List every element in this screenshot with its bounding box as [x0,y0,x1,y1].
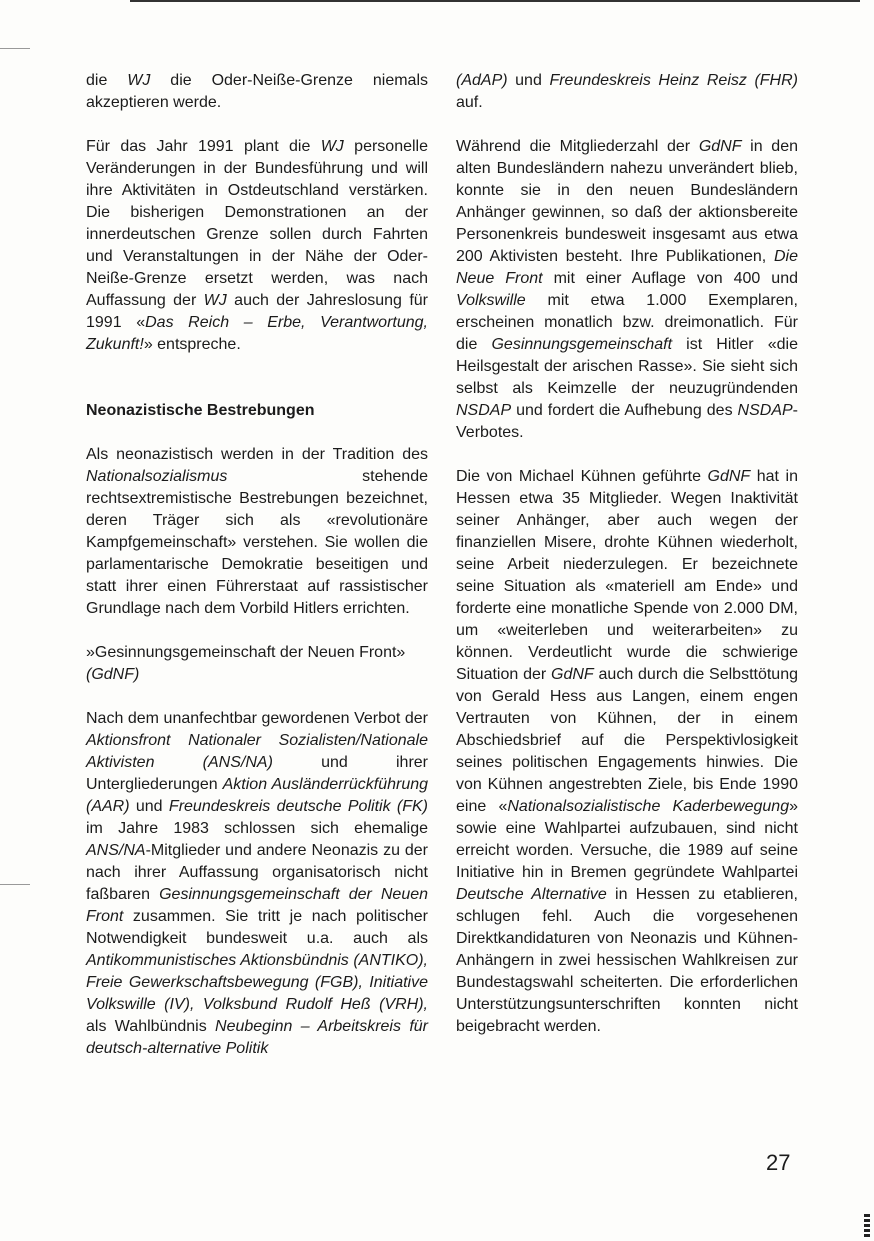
top-rule [130,0,860,2]
scan-speck [0,884,30,885]
right-column [456,70,798,1038]
left-paragraph-1: die WJ die Oder-Neiße-Grenze niemals akzeptieren werde. [86,72,429,111]
left-paragraph-2: Für das Jahr 1991 plant die WJ personelle Veränderungen in der Bundesführung und will ihre Aktivitäten in Ostdeutschland verstärken. Die bisherigen Demonstrationen an der innerdeutschen Grenze sollen durch Fahrten und Veranstaltungen in der Nähe der Oder-Neiße-Grenze ersetzt werden, was nach Auffassung der WJ auch der Jahreslosung für 1991 «Das Reich – Erbe, Verantwortung, Zukunft!» entspreche. [86,138,428,353]
right-paragraph-2: Während die Mitgliederzahl der GdNF in den alten Bundesländern nahezu unverändert blieb, konnte sie in den neuen Bundesländern Anhänger gewinnen, so daß der aktionsbereite Personenkreis bundesweit insgesamt aus etwa 200 Aktivisten besteht. Ihre Publikationen, Die Neue Front mit einer Auflage von 400 und Volkswille mit etwa 1.000 Exemplaren, erscheinen monatlich bzw. dreimonatlich. Für die Gesinnungsgemeinschaft ist Hitler «die Heilsgestalt der arischen Rasse». Sie sieht sich selbst als Keimzelle der neuzugründenden NSDAP und fordert die Aufhebung des NSDAP-Verbotes. [456,138,799,441]
section-heading: Neonazistische Bestrebungen [86,402,315,419]
scan-edge-mark [864,1214,870,1238]
scan-speck [0,48,30,49]
left-column [86,70,428,1060]
subsection-heading: »Gesinnungsgemeinschaft der Neuen Front» (GdNF) [86,644,406,683]
page-number: 27 [766,1150,791,1175]
right-paragraph-1: (AdAP) und Freundeskreis Heinz Reisz (FHR) auf. [456,72,798,111]
left-paragraph-4: Nach dem unanfechtbar gewordenen Verbot der Aktionsfront Nationaler Sozialisten/Nationale Aktivisten (ANS/NA) und ihrer Untergliederungen Aktion Ausländerrückführung (AAR) und Freundeskreis deutsche Politik (FK) im Jahre 1983 schlossen sich ehemalige ANS/NA-Mitglieder und andere Neonazis zu der nach ihrer Auffassung organisatorisch nicht faßbaren Gesinnungsgemeinschaft der Neuen Front zusammen. Sie tritt je nach politischer Notwendigkeit bundesweit u.a. auch als Antikommunistisches Aktionsbündnis (ANTIKO), Freie Gewerkschaftsbewegung (FGB), Initiative Volkswille (IV), Volksbund Rudolf Heß (VRH), als Wahlbündnis Neubeginn – Arbeitskreis für deutsch-alternative Politik [86,710,429,1057]
right-paragraph-3: Die von Michael Kühnen geführte GdNF hat in Hessen etwa 35 Mitglieder. Wegen Inaktivität seiner Anhänger, aber auch wegen der finanziellen Misere, drohte Kühnen wiederholt, seine Arbeit niederzulegen. Er bezeichnete seine Situation als «materiell am Ende» und forderte eine monatliche Spende von 2.000 DM, um «weiterleben und weiterarbeiten» zu können. Verdeutlicht wurde die schwierige Situation der GdNF auch durch die Selbsttötung von Gerald Hess aus Langen, einem engen Vertrauten von Kühnen, der in einem Abschiedsbrief auf die Perspektivlosigkeit seines politischen Engagements hinwies. Die von Kühnen angestrebten Ziele, bis Ende 1990 eine «Nationalsozialistische Kaderbewegung» sowie eine Wahlpartei aufzubauen, sind nicht erreicht worden. Versuche, die 1989 auf seine Initiative hin in Bremen gegründete Wahlpartei Deutsche Alternative in Hessen zu etablieren, schlugen fehl. Auch die vorgesehenen Direktkandidaturen von Neonazis und Kühnen-Anhängern in zwei hessischen Wahlkreisen zur Bundestagswahl scheiterten. Die erforderlichen Unterstützungsunterschriften konnten nicht beigebracht werden. [456,468,798,1035]
left-paragraph-3: Als neonazistisch werden in der Tradition des Nationalsozialismus stehende rechtsextremistische Bestrebungen bezeichnet, deren Träger sich als «revolutionäre Kampfgemeinschaft» verstehen. Sie wollen die parlamentarische Demokratie beseitigen und statt ihrer einen Führerstaat auf rassistischer Grundlage nach dem Vorbild Hitlers errichten. [86,446,428,617]
